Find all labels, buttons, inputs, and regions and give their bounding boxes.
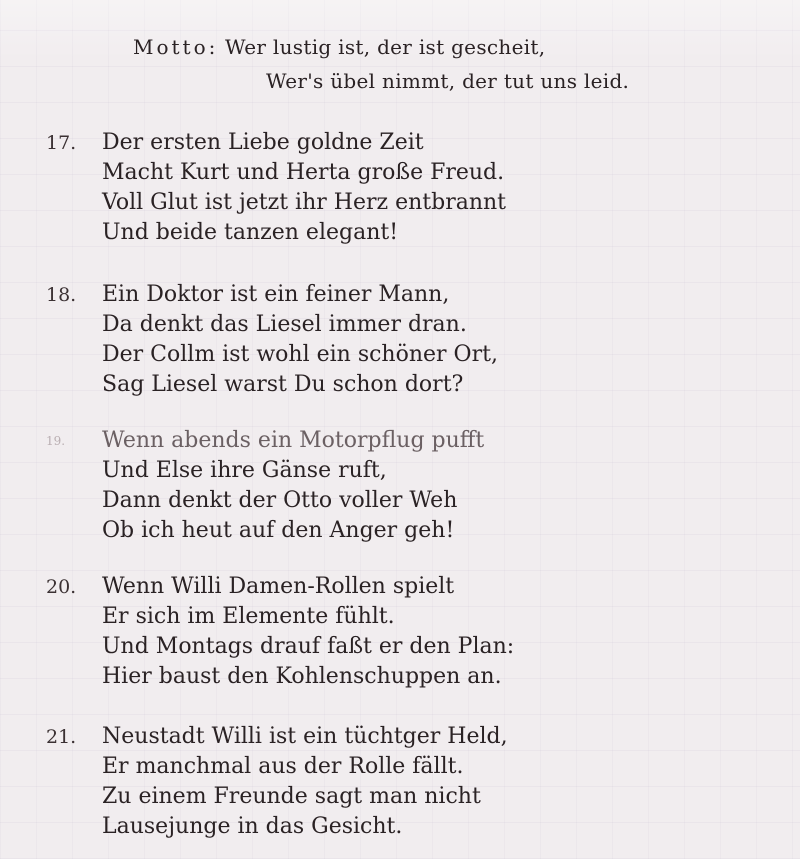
- verse-line: Ein Doktor ist ein feiner Mann,: [102, 282, 450, 307]
- verse-line: Voll Glut ist jetzt ihr Herz entbrannt: [102, 190, 507, 215]
- verse-number: 21.: [46, 726, 77, 748]
- verse-line: Neustadt Willi ist ein tüchtger Held,: [102, 724, 508, 749]
- verse-line: Der Collm ist wohl ein schöner Ort,: [102, 342, 498, 367]
- verse-lines: [102, 572, 514, 692]
- verse-number: 17.: [46, 132, 77, 154]
- verse-lines: [102, 128, 506, 248]
- verse-lines: [102, 722, 508, 842]
- motto-line-1: Wer lustig ist, der ist gescheit,: [225, 35, 546, 59]
- verse-line: Wenn abends ein Motorpflug pufft: [102, 428, 485, 453]
- verse-line: Und beide tanzen elegant!: [102, 220, 399, 245]
- verse-line: Sag Liesel warst Du schon dort?: [102, 372, 464, 397]
- verse-line: Wenn Willi Damen-Rollen spielt: [102, 574, 455, 599]
- verse-number: 19.: [46, 434, 66, 448]
- verse-line: Der ersten Liebe goldne Zeit: [102, 130, 424, 155]
- verse-line: Zu einem Freunde sagt man nicht: [102, 784, 481, 809]
- verse-line: Und Montags drauf faßt er den Plan:: [102, 634, 515, 659]
- verse-lines: [102, 426, 484, 546]
- motto-label: Motto:: [133, 35, 219, 59]
- verse-line: Da denkt das Liesel immer dran.: [102, 312, 467, 337]
- verse-line: Und Else ihre Gänse ruft,: [102, 458, 387, 483]
- verse-number: 20.: [46, 576, 77, 598]
- verse-line: Ob ich heut auf den Anger geh!: [102, 518, 455, 543]
- verse-number: 18.: [46, 284, 77, 306]
- motto: [133, 30, 629, 98]
- verse-line: Lausejunge in das Gesicht.: [102, 814, 403, 839]
- verse-line: Hier baust den Kohlenschuppen an.: [102, 664, 502, 689]
- motto-line-2: Wer's übel nimmt, der tut uns leid.: [266, 69, 630, 93]
- verse-line: Dann denkt der Otto voller Weh: [102, 488, 458, 513]
- verse-line: Macht Kurt und Herta große Freud.: [102, 160, 505, 185]
- verse-line: Er sich im Elemente fühlt.: [102, 604, 395, 629]
- verse-lines: [102, 280, 498, 400]
- verse-line: Er manchmal aus der Rolle fällt.: [102, 754, 464, 779]
